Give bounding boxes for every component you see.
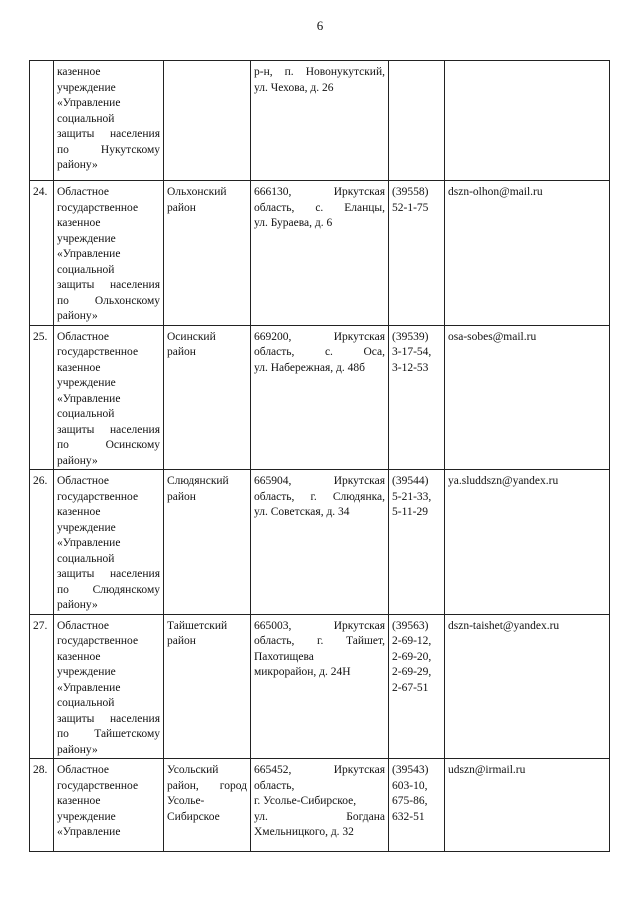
phone [389,759,445,852]
phone [389,325,445,470]
institution-name [54,759,164,852]
cell-line: казенное [57,217,101,229]
district [164,470,251,615]
cell-line: защиты населения [57,568,160,580]
email-cell [445,181,610,326]
cell-line: учреждение [57,810,116,823]
cell-line: 2-69-29, [392,666,432,678]
row-number: 24. [30,181,54,326]
cell-line: государственное [57,346,139,358]
cell-line: учреждение [57,521,116,534]
address [251,325,389,470]
cell-line: 2-69-12, [392,635,432,647]
cell-line: 2-67-51 [392,681,429,694]
cell-line: «Управление [57,537,121,549]
address [251,61,389,181]
cell-line: защиты населения [57,423,160,436]
table-row [30,325,610,470]
cell-line: Сибирское [167,810,220,823]
cell-line: 669200, Иркутская [254,330,385,343]
table-row [30,470,610,615]
cell-line: р-н, п. Новонукутский, [254,66,385,78]
cell-line: району» [57,310,98,322]
row-number [30,61,54,181]
cell-line: 666130, Иркутская [254,186,385,198]
cell-line: Осинский [167,330,216,343]
table-row [30,181,610,326]
row-number: 27. [30,614,54,759]
cell-line: ул. Бураева, д. 6 [254,217,333,229]
cell-line: защиты населения [57,128,160,140]
cell-line: Пахотищева [254,650,314,663]
email-address[interactable]: dszn-taishet@yandex.ru [448,619,560,632]
cell-line: 675-86, [392,795,428,807]
table-row [30,614,610,759]
cell-line: социальной [57,112,115,125]
email-address[interactable]: osa-sobes@mail.ru [448,330,537,343]
cell-line: Ольхонский [167,186,227,198]
cell-line: микрорайон, д. 24Н [254,666,351,678]
registry-table [29,60,610,852]
cell-line: государственное [57,779,139,792]
institution-name [54,614,164,759]
cell-line: (39539) [392,330,429,343]
phone [389,614,445,759]
district [164,61,251,181]
cell-line: казенное [57,506,101,518]
cell-line: району» [57,743,98,756]
cell-line: казенное [57,361,101,374]
cell-line: 632-51 [392,810,425,823]
cell-line: учреждение [57,377,116,389]
cell-line: социальной [57,408,115,420]
cell-line: ул. Набережная, д. 48б [254,361,365,374]
cell-line: «Управление [57,392,121,405]
institution-name [54,181,164,326]
cell-line: ул. Советская, д. 34 [254,506,350,518]
cell-line: государственное [57,201,139,214]
phone [389,470,445,615]
email-address[interactable]: dszn-olhon@mail.ru [448,186,543,198]
cell-line: 665904, Иркутская [254,475,385,487]
cell-line: Областное [57,764,109,776]
cell-line: казенное [57,795,101,807]
row-number: 25. [30,325,54,470]
cell-line: 665003, Иркутская [254,619,385,632]
cell-line: Усольский [167,764,219,776]
email-address[interactable]: udszn@irmail.ru [448,764,526,776]
district [164,614,251,759]
cell-line: район [167,635,196,647]
cell-line: «Управление [57,826,121,838]
cell-line: социальной [57,552,115,565]
phone [389,181,445,326]
cell-line: «Управление [57,248,121,260]
cell-line: по Осинскому [57,439,160,451]
cell-line: (39563) [392,619,429,632]
cell-line: по Нукутскому [57,143,160,156]
cell-line: Областное [57,619,109,632]
cell-line: область, с. Еланцы, [254,201,385,214]
email-cell [445,61,610,181]
institution-name [54,61,164,181]
institution-name [54,470,164,615]
address [251,614,389,759]
cell-line: 3-17-54, [392,346,432,358]
cell-line: «Управление [57,681,121,694]
phone [389,61,445,181]
cell-line: Усолье- [167,795,205,807]
cell-line: область, [254,779,295,792]
row-number: 26. [30,470,54,615]
cell-line: району» [57,599,98,611]
table-body [30,61,610,852]
cell-line: 3-12-53 [392,361,429,374]
cell-line: «Управление [57,97,121,109]
row-number: 28. [30,759,54,852]
cell-line: район, город [167,779,247,792]
cell-line: 603-10, [392,779,428,792]
district [164,759,251,852]
email-cell [445,470,610,615]
cell-line: государственное [57,635,139,647]
cell-line: по Ольхонскому [57,294,160,307]
cell-line: г. Усолье-Сибирское, [254,795,357,807]
cell-line: казенное [57,650,101,663]
address [251,181,389,326]
cell-line: по Слюдянскому [57,583,160,596]
cell-line: район [167,346,196,358]
cell-line: ул. Чехова, д. 26 [254,81,334,94]
cell-line: социальной [57,263,115,276]
cell-line: учреждение [57,81,116,94]
cell-line: Областное [57,330,109,343]
cell-line: 5-21-33, [392,490,432,503]
table-row [30,759,610,852]
cell-line: по Тайшетскому [57,728,160,740]
cell-line: (39558) [392,186,429,198]
cell-line: социальной [57,697,115,709]
cell-line: (39544) [392,475,429,487]
email-cell [445,614,610,759]
email-cell [445,759,610,852]
page-number: 6 [316,18,324,33]
cell-line: району» [57,159,98,171]
cell-line: Областное [57,475,109,487]
district [164,325,251,470]
cell-line: ул. Богдана [254,810,385,823]
address [251,470,389,615]
cell-line: Слюдянский [167,475,229,487]
cell-line: 5-11-29 [392,506,428,518]
cell-line: 2-69-20, [392,650,432,663]
cell-line: область, с. Оса, [254,346,385,358]
cell-line: учреждение [57,666,116,678]
cell-line: (39543) [392,764,429,776]
cell-line: защиты населения [57,279,160,291]
institution-name [54,325,164,470]
cell-line: Хмельницкого, д. 32 [254,826,354,838]
table-row [30,61,610,181]
cell-line: защиты населения [57,712,160,725]
cell-line: учреждение [57,232,116,245]
cell-line: казенное [57,66,101,78]
cell-line: Областное [57,186,109,198]
cell-line: область, г. Слюдянка, [254,490,385,503]
cell-line: 52-1-75 [392,201,429,214]
district [164,181,251,326]
email-cell [445,325,610,470]
address [251,759,389,852]
cell-line: 665452, Иркутская [254,764,385,776]
cell-line: область, г. Тайшет, [254,635,385,647]
email-address[interactable]: ya.sluddszn@yandex.ru [448,475,559,487]
cell-line: району» [57,454,98,467]
cell-line: Тайшетский [167,619,228,632]
cell-line: район [167,490,196,503]
cell-line: район [167,201,196,214]
cell-line: государственное [57,490,139,503]
